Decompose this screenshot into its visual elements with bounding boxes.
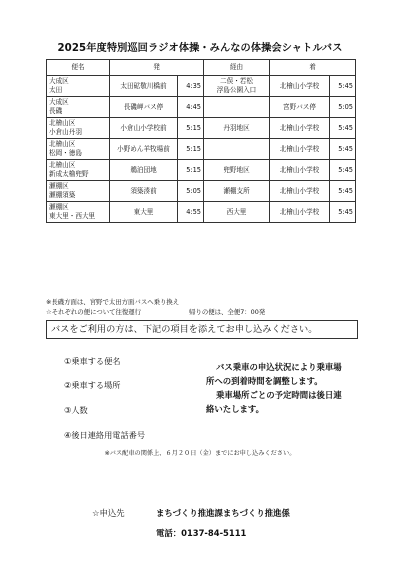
depart-stop-cell — [110, 160, 178, 181]
arrive-time-cell-text: 5:05 — [338, 102, 353, 111]
arrive-time-cell — [330, 118, 356, 139]
shuttle-schedule-table — [46, 59, 356, 223]
depart-time-cell-text: 4:45 — [186, 102, 201, 111]
depart-stop-cell-text: 須築湊前 — [130, 186, 157, 195]
field-phone-number: ④後日連絡用電話番号 — [64, 430, 146, 440]
arrive-stop-cell-text: 北檜山小学校 — [279, 165, 320, 174]
arrive-time-cell-text: 5:45 — [338, 207, 353, 216]
arrive-stop-cell — [270, 181, 330, 202]
route-cell-text: 太田 — [49, 86, 63, 94]
route-cell-text: 瀬棚区 — [49, 182, 69, 190]
roundtrip-text: ☆それぞれの便について往復運行 — [46, 308, 142, 316]
depart-stop-cell — [110, 202, 178, 223]
note-line-4: 絡いたします。 — [206, 404, 264, 414]
depart-time-cell-text: 5:15 — [186, 165, 201, 174]
via-stop-cell-text: 丹羽地区 — [223, 123, 250, 132]
depart-time-cell-text: 4:55 — [186, 207, 201, 216]
table-row — [47, 97, 356, 118]
schedule-rows — [47, 76, 356, 223]
note-line-2: 所への到着時間を調整します。 — [206, 376, 323, 386]
via-stop-cell-text: 二俣・若松 浮島公園入口 — [216, 77, 257, 94]
depart-stop-cell-text: 小倉山小学校前 — [120, 123, 167, 132]
route-cell-text: 新成太櫓兜野 — [49, 170, 89, 178]
table-row — [47, 202, 356, 223]
route-cell-text: 北檜山区 — [49, 140, 76, 148]
arrive-stop-cell-text: 北檜山小学校 — [279, 81, 320, 90]
depart-time-cell — [178, 118, 204, 139]
via-stop-cell — [204, 118, 270, 139]
arrive-time-cell — [330, 181, 356, 202]
contact-block — [92, 503, 290, 543]
depart-stop-cell — [110, 118, 178, 139]
route-cell-text: 瀬棚区 — [49, 203, 69, 211]
depart-stop-cell-text: 小野めん羊牧場前 — [117, 144, 170, 153]
arrive-time-cell — [330, 97, 356, 118]
contact-label: ☆申込先 — [92, 508, 125, 518]
depart-stop-cell-text: 東大里 — [133, 207, 154, 216]
table-row — [47, 181, 356, 202]
depart-time-cell-text: 5:15 — [186, 123, 201, 132]
transfer-note: ※長磯方面は、宮野で太田方面バスへ乗り換え — [46, 298, 180, 306]
arrive-stop-cell — [270, 202, 330, 223]
arrive-time-cell-text: 5:45 — [338, 123, 353, 132]
field-route-name: ①乗車する便名 — [64, 356, 121, 366]
arrive-stop-cell-text: 北檜山小学校 — [279, 144, 320, 153]
depart-time-cell-text: 4:35 — [186, 81, 201, 90]
apply-heading-box: バスをご利用の方は、下記の項目を添えてお申し込みください。 — [46, 320, 358, 339]
deadline-note: ※バス配車の関係上、６月２０日（金）までにお申し込みください。 — [104, 450, 296, 457]
field-boarding-place: ②乗車する場所 — [64, 380, 121, 390]
field-people-count: ③人数 — [64, 405, 88, 415]
route-cell-text: 大成区 — [49, 77, 69, 85]
depart-time-cell-text: 5:15 — [186, 144, 201, 153]
via-stop-cell-text: 瀬棚支所 — [223, 186, 250, 195]
route-cell — [47, 118, 110, 139]
depart-time-cell — [178, 76, 204, 97]
depart-time-cell — [178, 181, 204, 202]
header-via: 経由 — [204, 60, 270, 76]
route-cell-text: 長磯 — [49, 107, 63, 115]
route-cell-text: 北檜山区 — [49, 119, 76, 127]
page-title: 2025年度特別巡回ラジオ体操・みんなの体操会シャトルバス — [57, 43, 343, 54]
table-row — [47, 118, 356, 139]
depart-time-cell — [178, 139, 204, 160]
table-header-row — [47, 60, 356, 76]
via-stop-cell — [204, 181, 270, 202]
contact-phone: 電話：0137-84-5111 — [156, 528, 247, 538]
arrive-stop-cell-text: 宮野バス停 — [283, 102, 316, 111]
route-cell-text: 瀬棚須築 — [49, 191, 76, 199]
depart-time-cell — [178, 202, 204, 223]
schedule-notes — [46, 297, 265, 317]
contact-department: まちづくり推進課まちづくり推進係 — [156, 508, 290, 518]
route-cell — [47, 202, 110, 223]
arrive-time-cell-text: 5:45 — [338, 144, 353, 153]
via-stop-cell-text: 西大里 — [226, 207, 247, 216]
header-arrive: 着 — [270, 60, 356, 76]
depart-time-cell-text: 5:05 — [186, 186, 201, 195]
depart-stop-cell-text: 鵜泊団地 — [130, 165, 157, 174]
table-row — [47, 139, 356, 160]
route-cell-text: 小倉山丹羽 — [49, 128, 82, 136]
via-stop-cell — [204, 160, 270, 181]
via-stop-cell — [204, 139, 270, 160]
depart-time-cell — [178, 97, 204, 118]
roundtrip-note — [46, 307, 265, 317]
route-cell — [47, 160, 110, 181]
route-cell — [47, 181, 110, 202]
depart-stop-cell-text: 太田砿敬川橋前 — [120, 81, 167, 90]
via-stop-cell — [204, 202, 270, 223]
arrive-time-cell — [330, 202, 356, 223]
route-cell-text: 東大里・西大里 — [49, 212, 96, 220]
arrive-time-cell — [330, 139, 356, 160]
arrive-stop-cell — [270, 118, 330, 139]
route-cell-text: 松岡・徳島 — [49, 149, 82, 157]
route-cell-text: 北檜山区 — [49, 161, 76, 169]
route-cell-text: 大成区 — [49, 98, 69, 106]
table-row — [47, 160, 356, 181]
arrive-time-cell — [330, 76, 356, 97]
header-route: 便名 — [47, 60, 110, 76]
depart-stop-cell — [110, 139, 178, 160]
arrive-time-cell-text: 5:45 — [338, 81, 353, 90]
arrive-stop-cell — [270, 160, 330, 181]
arrival-adjustment-note — [206, 360, 374, 416]
arrive-stop-cell — [270, 139, 330, 160]
note-line-1: バス乗車の申込状況により乗車場 — [216, 362, 342, 372]
depart-stop-cell — [110, 181, 178, 202]
arrive-stop-cell — [270, 97, 330, 118]
header-depart: 発 — [110, 60, 204, 76]
arrive-time-cell-text: 5:45 — [338, 165, 353, 174]
via-stop-cell-text: 兜野地区 — [223, 165, 250, 174]
route-cell — [47, 76, 110, 97]
route-cell — [47, 139, 110, 160]
depart-stop-cell — [110, 97, 178, 118]
via-stop-cell — [204, 97, 270, 118]
depart-stop-cell — [110, 76, 178, 97]
arrive-stop-cell-text: 北檜山小学校 — [279, 123, 320, 132]
table-row — [47, 76, 356, 97]
depart-stop-cell-text: 長磯岬バス停 — [123, 102, 164, 111]
arrive-time-cell — [330, 160, 356, 181]
arrive-stop-cell — [270, 76, 330, 97]
via-stop-cell — [204, 76, 270, 97]
arrive-stop-cell-text: 北檜山小学校 — [279, 207, 320, 216]
route-cell — [47, 97, 110, 118]
return-time-text: 帰りの便は、全便7：00発 — [189, 308, 266, 316]
depart-time-cell — [178, 160, 204, 181]
note-line-3: 乗車場所ごとの予定時間は後日連 — [216, 390, 342, 400]
arrive-time-cell-text: 5:45 — [338, 186, 353, 195]
arrive-stop-cell-text: 北檜山小学校 — [279, 186, 320, 195]
